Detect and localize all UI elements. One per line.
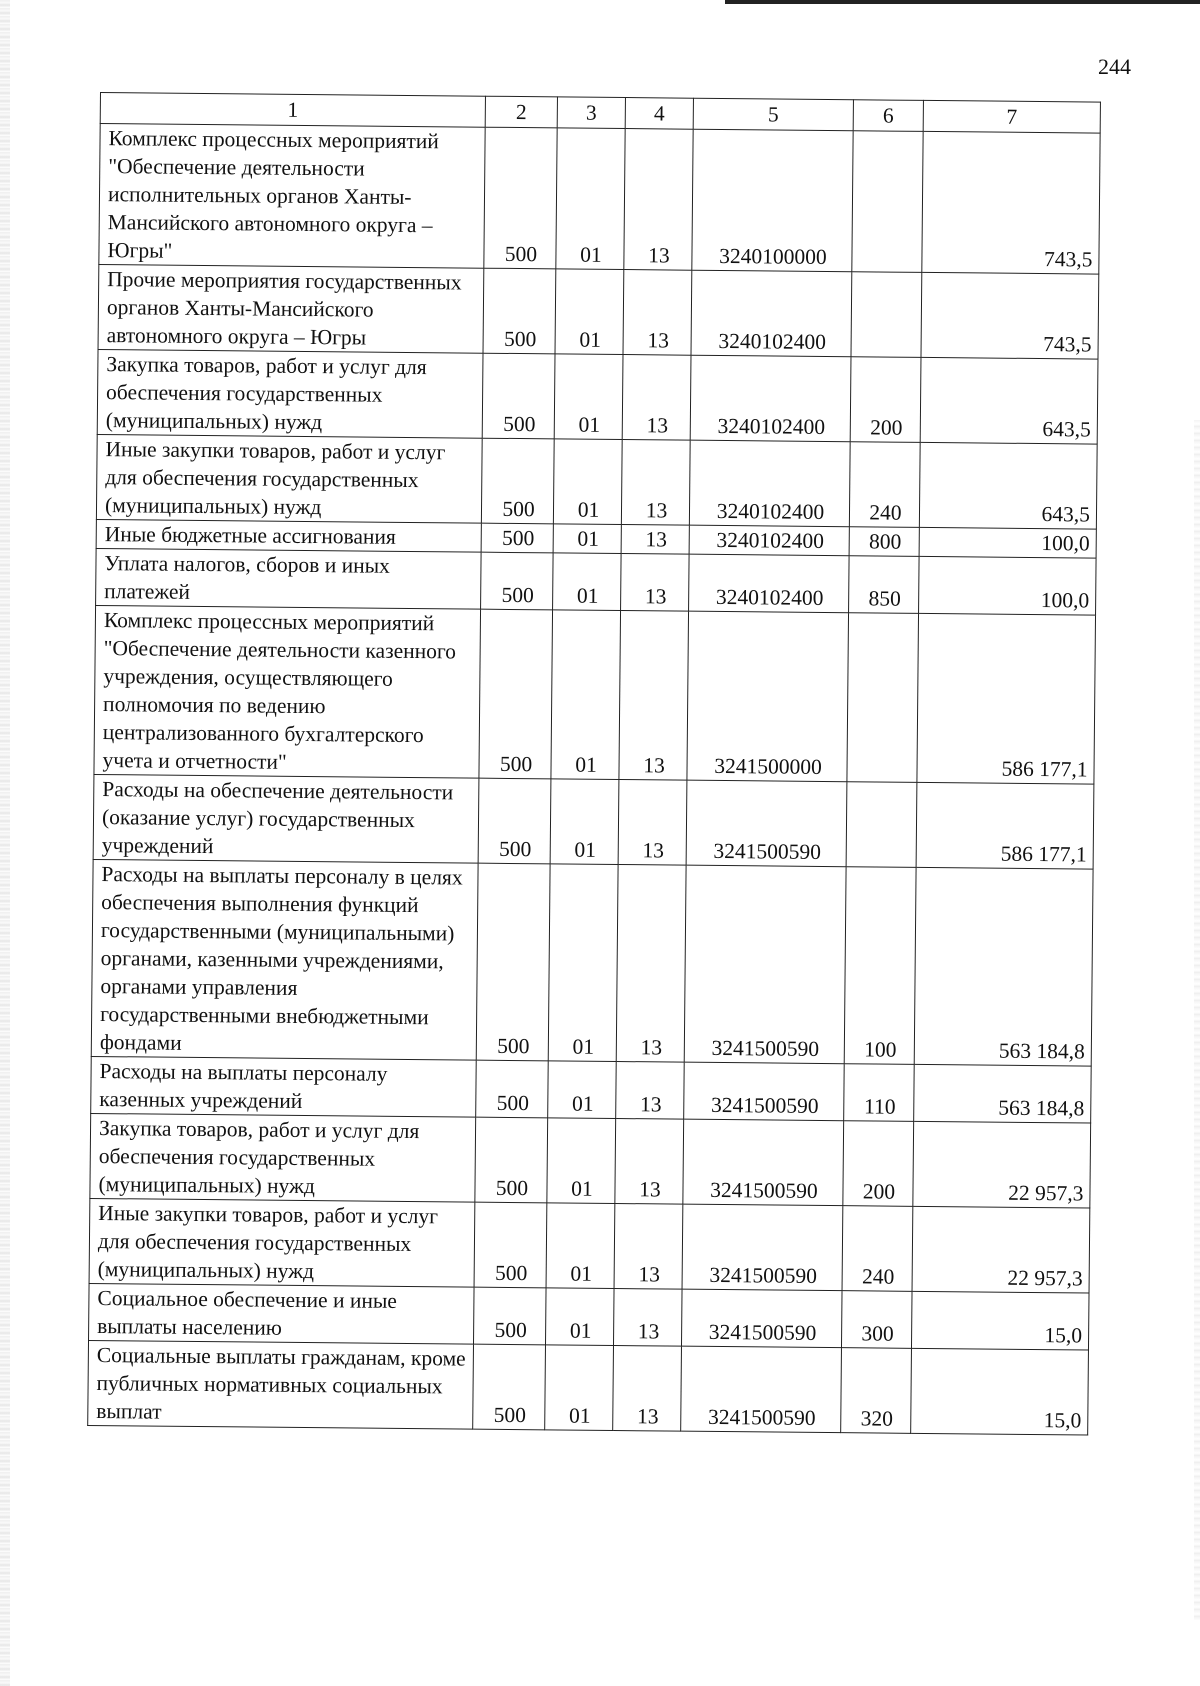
row-cell-amount: 100,0	[919, 556, 1097, 615]
row-cell-col3: 01	[553, 524, 621, 554]
table-row	[91, 1056, 1092, 1123]
row-cell-col4: 13	[614, 1203, 683, 1289]
row-description: Расходы на выплаты персоналу в целях обеспечения выполнения функций государственными (муниципальными) органами, казенными учреждениями, органами управления государственными внебюджетными фондами	[91, 859, 478, 1060]
row-cell-col6: 300	[841, 1291, 912, 1349]
row-cell-amount: 15,0	[911, 1291, 1089, 1350]
row-cell-amount: 22 957,3	[913, 1121, 1091, 1208]
table-row	[89, 1198, 1090, 1293]
row-cell-col5: 3241500590	[682, 1204, 843, 1291]
table-row	[96, 548, 1097, 615]
row-cell-col5: 3240102400	[690, 355, 851, 442]
row-cell-col6: 200	[843, 1121, 914, 1207]
row-cell-col4: 13	[621, 440, 690, 526]
row-cell-col3: 01	[545, 1345, 614, 1431]
row-cell-col6: 800	[849, 527, 919, 557]
row-cell-col2: 500	[481, 523, 553, 553]
row-description: Прочие мероприятия государственных органов Ханты-Мансийского автономного округа – Югры	[98, 264, 484, 353]
row-description: Закупка товаров, работ и услуг для обеспечения государственных (муниципальных) нужд	[97, 349, 483, 438]
row-cell-col6	[846, 782, 917, 868]
row-cell-amount: 643,5	[920, 357, 1098, 444]
row-cell-col3: 01	[545, 1288, 614, 1346]
row-cell-col2: 500	[476, 1060, 549, 1118]
column-header: 3	[557, 97, 625, 129]
row-cell-col3: 01	[547, 1118, 616, 1204]
row-description: Уплата налогов, сборов и иных платежей	[96, 548, 482, 609]
table-row	[88, 1340, 1089, 1435]
table-row	[97, 349, 1098, 444]
row-cell-amount: 100,0	[919, 527, 1096, 558]
row-cell-col4: 13	[623, 270, 692, 356]
row-description: Расходы на обеспечение деятельности (оказание услуг) государственных учреждений	[93, 774, 479, 863]
row-cell-amount: 743,5	[922, 131, 1100, 274]
row-description: Иные закупки товаров, работ и услуг для обеспечения государственных (муниципальных) нужд	[89, 1198, 475, 1287]
row-cell-amount: 15,0	[911, 1348, 1089, 1435]
row-cell-col4: 13	[613, 1288, 682, 1346]
table-row	[90, 1113, 1091, 1208]
row-cell-col2: 500	[473, 1344, 546, 1430]
table-row	[99, 124, 1100, 275]
row-cell-col5: 3241500590	[686, 780, 847, 867]
row-cell-col2: 500	[484, 127, 557, 269]
row-description: Социальные выплаты гражданам, кроме публичных нормативных социальных выплат	[88, 1340, 474, 1429]
column-header: 2	[485, 96, 557, 128]
table-row	[91, 859, 1093, 1066]
row-cell-col5: 3241500590	[684, 865, 846, 1064]
row-cell-col5: 3240102400	[691, 270, 852, 357]
budget-table	[87, 92, 1101, 1436]
row-cell-col6: 200	[850, 357, 921, 443]
row-cell-col4: 13	[618, 780, 687, 866]
row-cell-col2: 500	[475, 1117, 548, 1203]
row-cell-col6: 850	[849, 556, 920, 614]
row-description: Комплекс процессных мероприятий "Обеспечение деятельности казенного учреждения, осуществляющего полномочия по ведению централизованного бухгалтерского учета и отчетности"	[94, 605, 481, 778]
row-cell-amount: 586 177,1	[917, 613, 1096, 784]
row-cell-col2: 500	[473, 1287, 546, 1345]
row-cell-col3: 01	[548, 1061, 617, 1119]
table-row	[98, 264, 1099, 359]
scan-top-line	[725, 0, 1200, 4]
row-cell-col2: 500	[476, 863, 550, 1061]
row-cell-col6	[852, 131, 923, 273]
row-cell-col2: 500	[474, 1202, 547, 1288]
row-cell-col6: 100	[844, 867, 916, 1065]
page-number: 244	[1098, 54, 1131, 79]
row-cell-col3: 01	[553, 439, 622, 525]
row-cell-amount: 586 177,1	[916, 782, 1094, 869]
table-row	[93, 774, 1094, 869]
row-cell-col2: 500	[483, 268, 556, 354]
row-cell-amount: 22 957,3	[912, 1206, 1090, 1293]
column-header: 5	[693, 98, 853, 131]
row-cell-col4: 13	[615, 1118, 684, 1204]
row-cell-col3: 01	[548, 864, 618, 1062]
row-cell-col5: 3241500590	[684, 1062, 845, 1121]
budget-table-container	[87, 92, 1100, 1436]
row-cell-col6: 240	[842, 1206, 913, 1292]
table-row	[94, 605, 1096, 784]
row-cell-col6: 110	[844, 1064, 915, 1122]
scan-right-edge	[1194, 420, 1200, 1620]
row-cell-col3: 01	[556, 128, 625, 270]
row-cell-col4: 13	[613, 1345, 682, 1431]
row-description: Социальное обеспечение и иные выплаты населению	[89, 1283, 475, 1344]
row-cell-amount: 643,5	[919, 442, 1097, 529]
column-header: 4	[625, 98, 693, 130]
row-cell-col2: 500	[478, 778, 551, 864]
row-cell-col4: 13	[621, 525, 689, 555]
row-cell-col3: 01	[554, 354, 623, 440]
column-header: 1	[100, 93, 485, 128]
row-cell-col5: 3240102400	[689, 525, 849, 556]
row-cell-col5: 3241500590	[681, 1289, 842, 1348]
row-cell-col4: 13	[616, 1061, 685, 1119]
row-description: Закупка товаров, работ и услуг для обеспечения государственных (муниципальных) нужд	[90, 1113, 476, 1202]
row-cell-col2: 500	[482, 353, 555, 439]
row-cell-col5: 3241500000	[687, 611, 849, 782]
row-cell-col5: 3241500590	[683, 1119, 844, 1206]
table-row	[96, 434, 1097, 529]
row-cell-amount: 563 184,8	[914, 867, 1093, 1066]
row-cell-col6: 320	[841, 1348, 912, 1434]
row-cell-col4: 13	[616, 865, 686, 1063]
column-header: 7	[923, 100, 1100, 133]
row-cell-col3: 01	[555, 269, 624, 355]
scan-left-edge	[0, 0, 10, 1686]
row-cell-col5: 3240102400	[689, 440, 850, 527]
row-cell-col3: 01	[551, 610, 621, 780]
row-cell-col3: 01	[546, 1203, 615, 1289]
row-cell-amount: 743,5	[921, 272, 1099, 359]
table-row	[89, 1283, 1090, 1350]
row-cell-col4: 13	[624, 129, 693, 271]
row-cell-col2: 500	[481, 552, 554, 610]
row-cell-col6	[847, 613, 919, 783]
row-cell-col5: 3240102400	[689, 554, 850, 613]
column-header: 6	[853, 100, 923, 132]
row-cell-col3: 01	[553, 553, 622, 611]
row-description: Расходы на выплаты персоналу казенных учреждений	[91, 1056, 477, 1117]
row-cell-col6: 240	[849, 442, 920, 528]
row-cell-col5: 3241500590	[681, 1346, 842, 1433]
row-cell-col5: 3240100000	[692, 129, 853, 272]
row-cell-col6	[851, 272, 922, 358]
row-description: Иные закупки товаров, работ и услуг для обеспечения государственных (муниципальных) нужд	[96, 434, 482, 523]
row-cell-col4: 13	[621, 554, 690, 612]
row-description: Комплекс процессных мероприятий "Обеспечение деятельности исполнительных органов Ханты-Мансийского автономного округа – Югры"	[99, 124, 485, 269]
row-cell-col2: 500	[479, 609, 553, 779]
row-cell-col4: 13	[622, 355, 691, 441]
row-cell-col4: 13	[619, 611, 689, 781]
row-cell-col2: 500	[481, 438, 554, 524]
row-cell-col3: 01	[550, 779, 619, 865]
row-cell-amount: 563 184,8	[914, 1064, 1092, 1123]
row-description: Иные бюджетные ассигнования	[96, 519, 481, 552]
